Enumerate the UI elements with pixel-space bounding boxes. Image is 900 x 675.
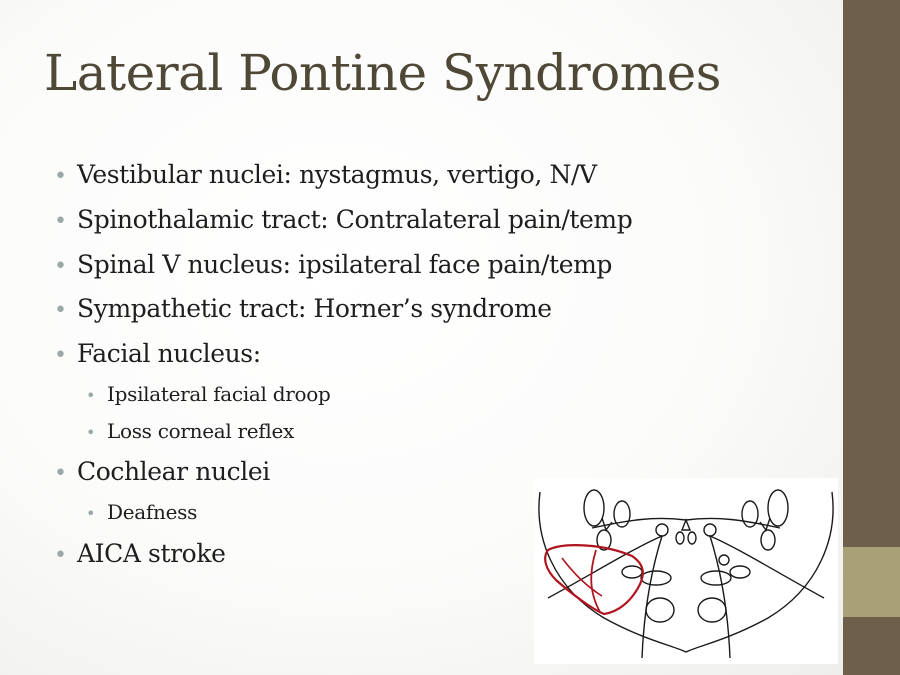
right-lateral-fibres — [710, 536, 824, 598]
bullet-text: Vestibular nuclei: nystagmus, vertigo, N/V — [77, 160, 597, 189]
pons-cross-section-figure — [534, 478, 838, 664]
bullet-text: Sympathetic tract: Horner’s syndrome — [77, 294, 552, 323]
left-peduncle-oval — [584, 490, 604, 526]
slide-title: Lateral Pontine Syndromes — [44, 44, 721, 102]
bullet-marker: • — [54, 343, 67, 368]
midline-triangle — [682, 520, 690, 530]
right-mlf — [688, 532, 696, 544]
bullet-text: AICA stroke — [77, 539, 226, 568]
bullet-marker: • — [54, 298, 67, 323]
bullet-marker: • — [54, 164, 67, 189]
bullet-marker: • — [54, 254, 67, 279]
subbullet-corneal-reflex — [86, 419, 294, 443]
bullet-facial-nucleus — [54, 339, 261, 368]
pons-diagram — [534, 478, 838, 664]
left-lemniscus-oval — [641, 571, 671, 585]
bullet-marker: • — [54, 461, 67, 486]
right-lateral-oval — [730, 566, 750, 578]
subbullet-text: Ipsilateral facial droop — [107, 382, 331, 406]
subbullet-deafness — [86, 500, 197, 524]
bullet-spinal-v-nucleus — [54, 250, 612, 279]
right-abducens-nucleus — [704, 524, 716, 536]
bullet-cochlear-nuclei — [54, 457, 270, 486]
right-facial-loop — [760, 518, 770, 530]
left-corticospinal-oval — [646, 598, 674, 622]
side-bar-accent — [843, 547, 900, 617]
right-corticospinal-oval — [698, 598, 726, 622]
right-small-nucleus — [761, 530, 775, 550]
subbullet-text: Deafness — [107, 500, 198, 524]
bullet-marker: • — [54, 543, 67, 568]
right-small-circle — [719, 555, 729, 565]
left-nucleus-oval — [614, 501, 630, 527]
left-facial-loop — [602, 518, 612, 530]
bullet-text: Facial nucleus: — [77, 339, 261, 368]
subbullet-text: Loss corneal reflex — [107, 419, 295, 443]
lesion-inner-line — [591, 550, 600, 612]
left-mlf — [676, 532, 684, 544]
bullet-marker: • — [86, 423, 96, 442]
pons-outline — [539, 492, 833, 652]
bullet-aica-stroke — [54, 539, 225, 568]
left-abducens-nucleus — [656, 524, 668, 536]
bullet-marker: • — [86, 386, 96, 405]
right-peduncle-oval — [768, 490, 788, 526]
bullet-vestibular-nuclei — [54, 160, 597, 189]
left-lateral-oval — [622, 566, 642, 578]
bullet-sympathetic-tract — [54, 294, 552, 323]
bullet-spinothalamic-tract — [54, 205, 632, 234]
right-nucleus-oval — [742, 501, 758, 527]
bullet-text: Spinothalamic tract: Contralateral pain/temp — [77, 205, 633, 234]
right-lemniscus-oval — [701, 571, 731, 585]
bullet-text: Spinal V nucleus: ipsilateral face pain/temp — [77, 250, 613, 279]
bullet-marker: • — [54, 209, 67, 234]
bullet-marker: • — [86, 504, 96, 523]
subbullet-facial-droop — [86, 382, 330, 406]
bullet-text: Cochlear nuclei — [77, 457, 270, 486]
